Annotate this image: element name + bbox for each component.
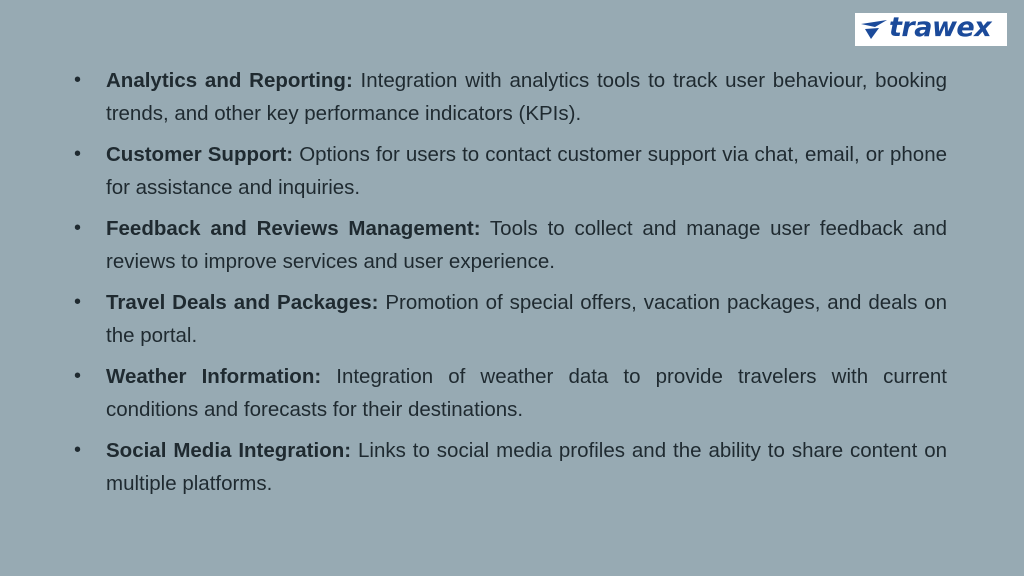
bullet-icon: • <box>74 143 82 165</box>
bullet-title: Travel Deals and Packages: <box>106 291 379 314</box>
bullet-text: Options for users to contact customer support via chat, email, or phone for assistance and inquiries. <box>106 143 947 199</box>
bullet-icon: • <box>74 365 82 387</box>
bullet-title: Social Media Integration: <box>106 439 352 462</box>
trawex-logo <box>855 13 1007 46</box>
bullet-text: Links to social media profiles and the ability to share content on multiple platforms. <box>106 439 947 495</box>
bullet-list <box>70 64 947 508</box>
bullet-title: Weather Information: <box>106 365 322 388</box>
list-item <box>70 360 947 426</box>
logo-text: trawex <box>889 12 992 43</box>
bullet-text: Integration with analytics tools to track user behaviour, booking trends, and other key performance indicators (KPIs). <box>106 69 947 125</box>
bullet-icon: • <box>74 69 82 91</box>
list-item <box>70 286 947 352</box>
bullet-title: Feedback and Reviews Management: <box>106 217 481 240</box>
bullet-icon: • <box>74 291 82 313</box>
bullet-icon: • <box>74 217 82 239</box>
bullet-title: Analytics and Reporting: <box>106 69 353 92</box>
bullet-text: Tools to collect and manage user feedback and reviews to improve services and user experience. <box>106 217 947 273</box>
list-item <box>70 64 947 130</box>
bullet-title: Customer Support: <box>106 143 294 166</box>
bullet-text: Promotion of special offers, vacation packages, and deals on the portal. <box>106 291 948 347</box>
bullet-icon: • <box>74 439 82 461</box>
list-item <box>70 434 947 500</box>
bullet-text: Integration of weather data to provide travelers with current conditions and forecasts for their destinations. <box>106 365 947 421</box>
arrow-logo-icon <box>861 20 887 40</box>
list-item <box>70 138 947 204</box>
list-item <box>70 212 947 278</box>
